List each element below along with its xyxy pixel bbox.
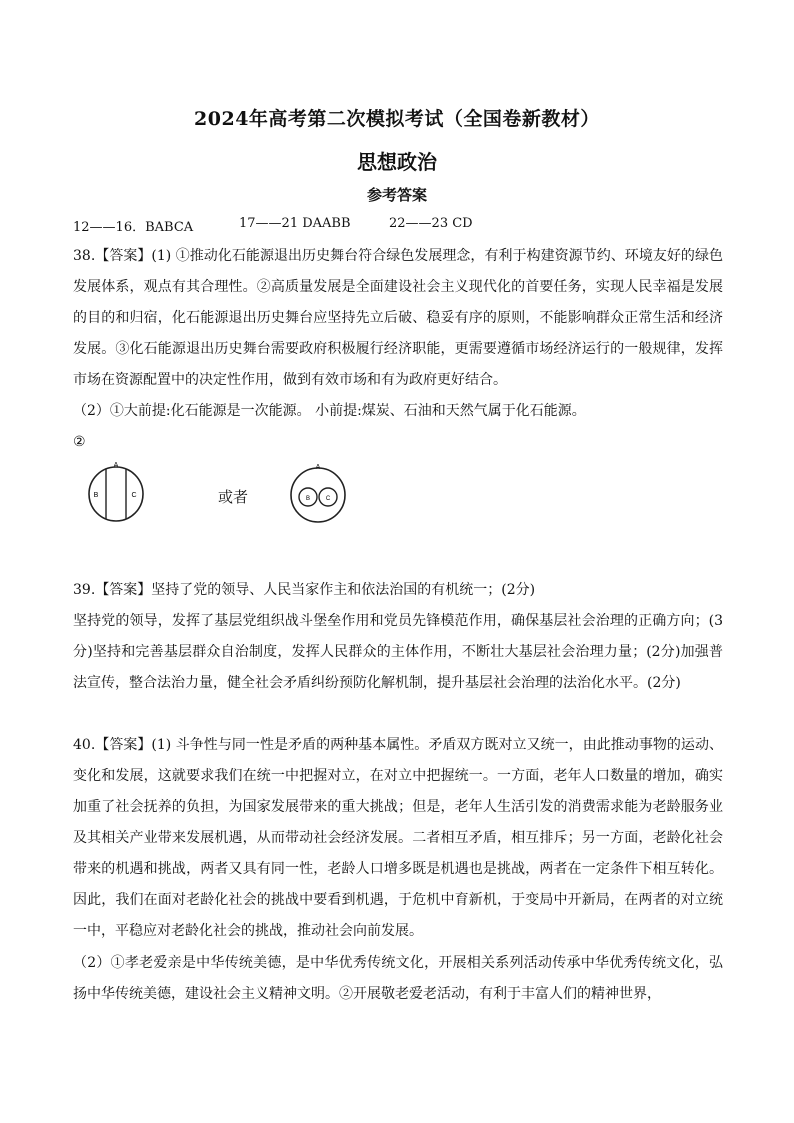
venn-diagram-2	[291, 464, 345, 522]
diagram2-label-c: C	[325, 496, 331, 502]
q38-part1: 38.【答案】(1) ①推动化石能源退出历史舞台符合绿色发展理念，有利于构建资源节约、环境友好的绿色发展体系，观点有其合理性。②高质量发展是全面建设社会主义现代化的首要任务，实现人民幸福是发展的目的和归宿，化石能源退出历史舞台应坚持先立后破、稳妥有序的原则，不能影响群众正常生活和经济发展。③化石能源退出历史舞台需要政府积极履行经济职能，更需要遵循市场经济运行的一般规律，发挥市场在资源配置中的决定性作用，做到有效市场和有为政府更好结合。	[73, 248, 723, 388]
q40-part2: （2）①孝老爱亲是中华传统美德，是中华优秀传统文化，开展相关系列活动传承中华优秀传统文化，弘扬中华传统美德，建设社会主义精神文明。②开展敬老爱老活动，有利于丰富人们的精神世界，	[73, 955, 723, 1002]
diagram1-label-b: B	[93, 492, 99, 499]
diagram1-label-a: A	[113, 462, 119, 469]
answer-heading: 参考答案	[366, 186, 427, 204]
mc-answer-group-3: 22——23 CD	[389, 216, 473, 231]
diagram2-label-a: A	[315, 464, 321, 471]
q38-part2: （2）①大前提:化石能源是一次能源。 小前提:煤炭、石油和天然气属于化石能源。	[73, 403, 586, 419]
subject-title: 思想政治	[357, 150, 437, 174]
diagram1-label-c: C	[131, 492, 137, 499]
q40-part1: 40.【答案】(1) 斗争性与同一性是矛盾的两种基本属性。矛盾双方既对立又统一，由此推动事物的运动、变化和发展，这就要求我们在统一中把握对立，在对立中把握统一。一方面，老年人口数量的增加，确实加重了社会抚养的负担，为国家发展带来的重大挑战；但是，老年人生活引发的消费需求能为老龄服务业及其相关产业带来发展机遇，从而带动社会经济发展。二者相互矛盾，相互排斥；另一方面，老龄化社会带来的机遇和挑战，两者又具有同一性，老龄人口增多既是机遇也是挑战，两者在一定条件下相互转化。因此，我们在面对老龄化社会的挑战中要看到机遇，于危机中育新机，于变局中开新局，在两者的对立统一中，平稳应对老龄化社会的挑战，推动社会向前发展。	[73, 737, 723, 939]
venn-diagram-1	[89, 462, 143, 521]
mc-answer-group-1: 12——16．BABCA	[73, 220, 194, 235]
q39-answer: 39.【答案】坚持了党的领导、人民当家作主和依法治国的有机统一；(2分) 坚持党的领导，发挥了基层党组织战斗堡垒作用和党员先锋模范作用，确保基层社会治理的正确方向；(3分)坚持和完善基层群众自治制度，发挥人民群众的主体作用，不断壮大基层社会治理力量；(2分)加强普法宣传，整合法治力量，健全社会矛盾纠纷预防化解机制，提升基层社会治理的法治化水平。(2分)	[73, 582, 723, 691]
or-text: 或者	[218, 488, 249, 506]
exam-title: 2024年高考第二次模拟考试（全国卷新教材）	[194, 108, 600, 130]
mc-answer-group-2: 17——21 DAABB	[239, 216, 351, 231]
q38-marker: ②	[73, 434, 86, 450]
diagram2-label-b: B	[305, 496, 311, 502]
